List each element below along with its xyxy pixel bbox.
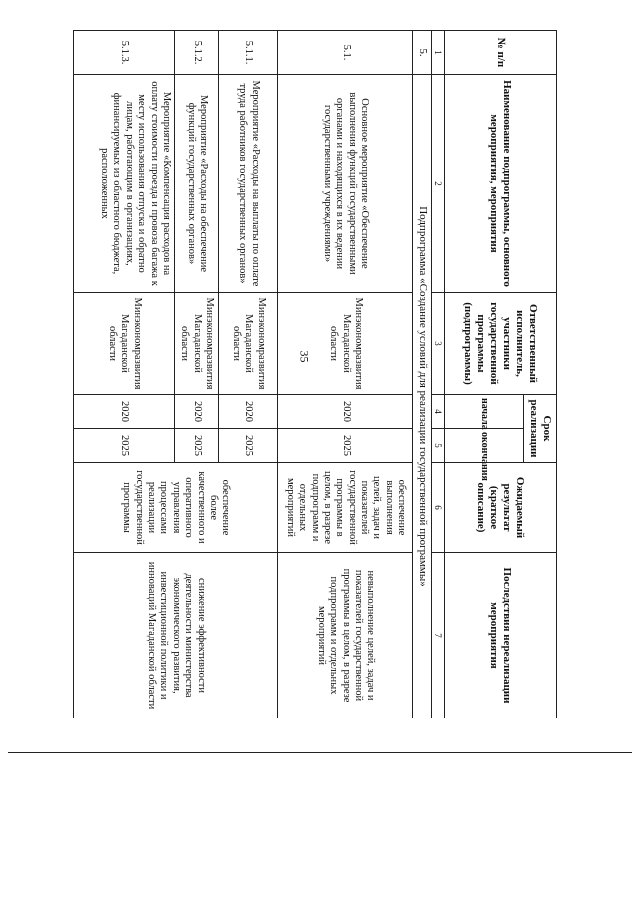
row-executor: Минэкономразвития Магаданской области [278,293,413,395]
column-number: 3 [432,293,444,395]
column-number: 1 [432,31,444,75]
header-end: окончания [444,429,524,463]
column-number: 4 [432,395,444,429]
row-executor: Минэкономразвития Магаданской области [174,293,218,395]
row-start: 2020 [174,395,218,429]
header-result: Ожидаемый результат (краткое описание) [444,463,556,553]
column-number: 7 [432,553,444,718]
page-separator-line [8,752,632,753]
row-number: 5.1.3. [74,31,175,75]
row-executor: Минэкономразвития Магаданской области [74,293,175,395]
column-number: 2 [432,75,444,293]
row-result: обеспечение выполнения целей, задач и показателей государственной программы в целом, в разрезе подпрограмм и отдельных мероприятий [278,463,413,553]
row-end: 2025 [219,429,278,463]
table-row [278,31,413,719]
column-number: 6 [432,463,444,553]
table-row [219,31,278,719]
row-consequences: невыполнение целей, задач и показателей государственной программы в целом, в разрезе подпрограмм и отдельных мероприятий [278,553,413,718]
header-start: начала [444,395,524,429]
row-number: 5.1. [278,31,413,75]
header-num: № п/п [444,31,556,75]
row-name: Мероприятие «Компенсация расходов на оплату стоимости проезда и провоза багажа к месту использования отпуска и обратно лицам, работающим в организациях, финансируемых из областного бюджета, расположенных [74,75,175,293]
table-container [73,30,557,718]
row-end: 2025 [174,429,218,463]
row-start: 2020 [74,395,175,429]
subprogram-number: 5. [413,31,432,75]
row-name: Основное мероприятие «Обеспечение выполнения функций государственными органами и находящихся в их ведении государственными учреждениями» [278,75,413,293]
merged-result: обеспечение более качественного и оперативного управления процессами реализации государственной программы [74,463,278,553]
row-number: 5.1.1. [219,31,278,75]
header-executor: Ответственный исполнитель, участники государственной программы (подпрограммы) [444,293,556,395]
subprogram-title: Подпрограмма «Создание условий для реализации государственной программы» [413,75,432,719]
row-name: Мероприятие «Расходы на обеспечение функций государственных органов» [174,75,218,293]
row-start: 2020 [219,395,278,429]
page-number: 35 [297,350,312,363]
header-consequences: Последствия нереализации мероприятия [444,553,556,718]
row-end: 2025 [278,429,413,463]
row-start: 2020 [278,395,413,429]
header-period: Срок реализации [524,395,557,463]
row-name: Мероприятие «Расходы на выплаты по оплате труда работников государственных органов» [219,75,278,293]
merged-consequences: снижение эффективности деятельности министерства экономического развития, инвестиционной политики и инноваций Магаданской области [74,553,278,718]
row-number: 5.1.2. [174,31,218,75]
program-table [73,30,557,718]
row-executor: Минэкономразвития Магаданской области [219,293,278,395]
row-end: 2025 [74,429,175,463]
header-name: Наименование подпрограммы, основного мероприятия, мероприятия [444,75,556,293]
column-number: 5 [432,429,444,463]
